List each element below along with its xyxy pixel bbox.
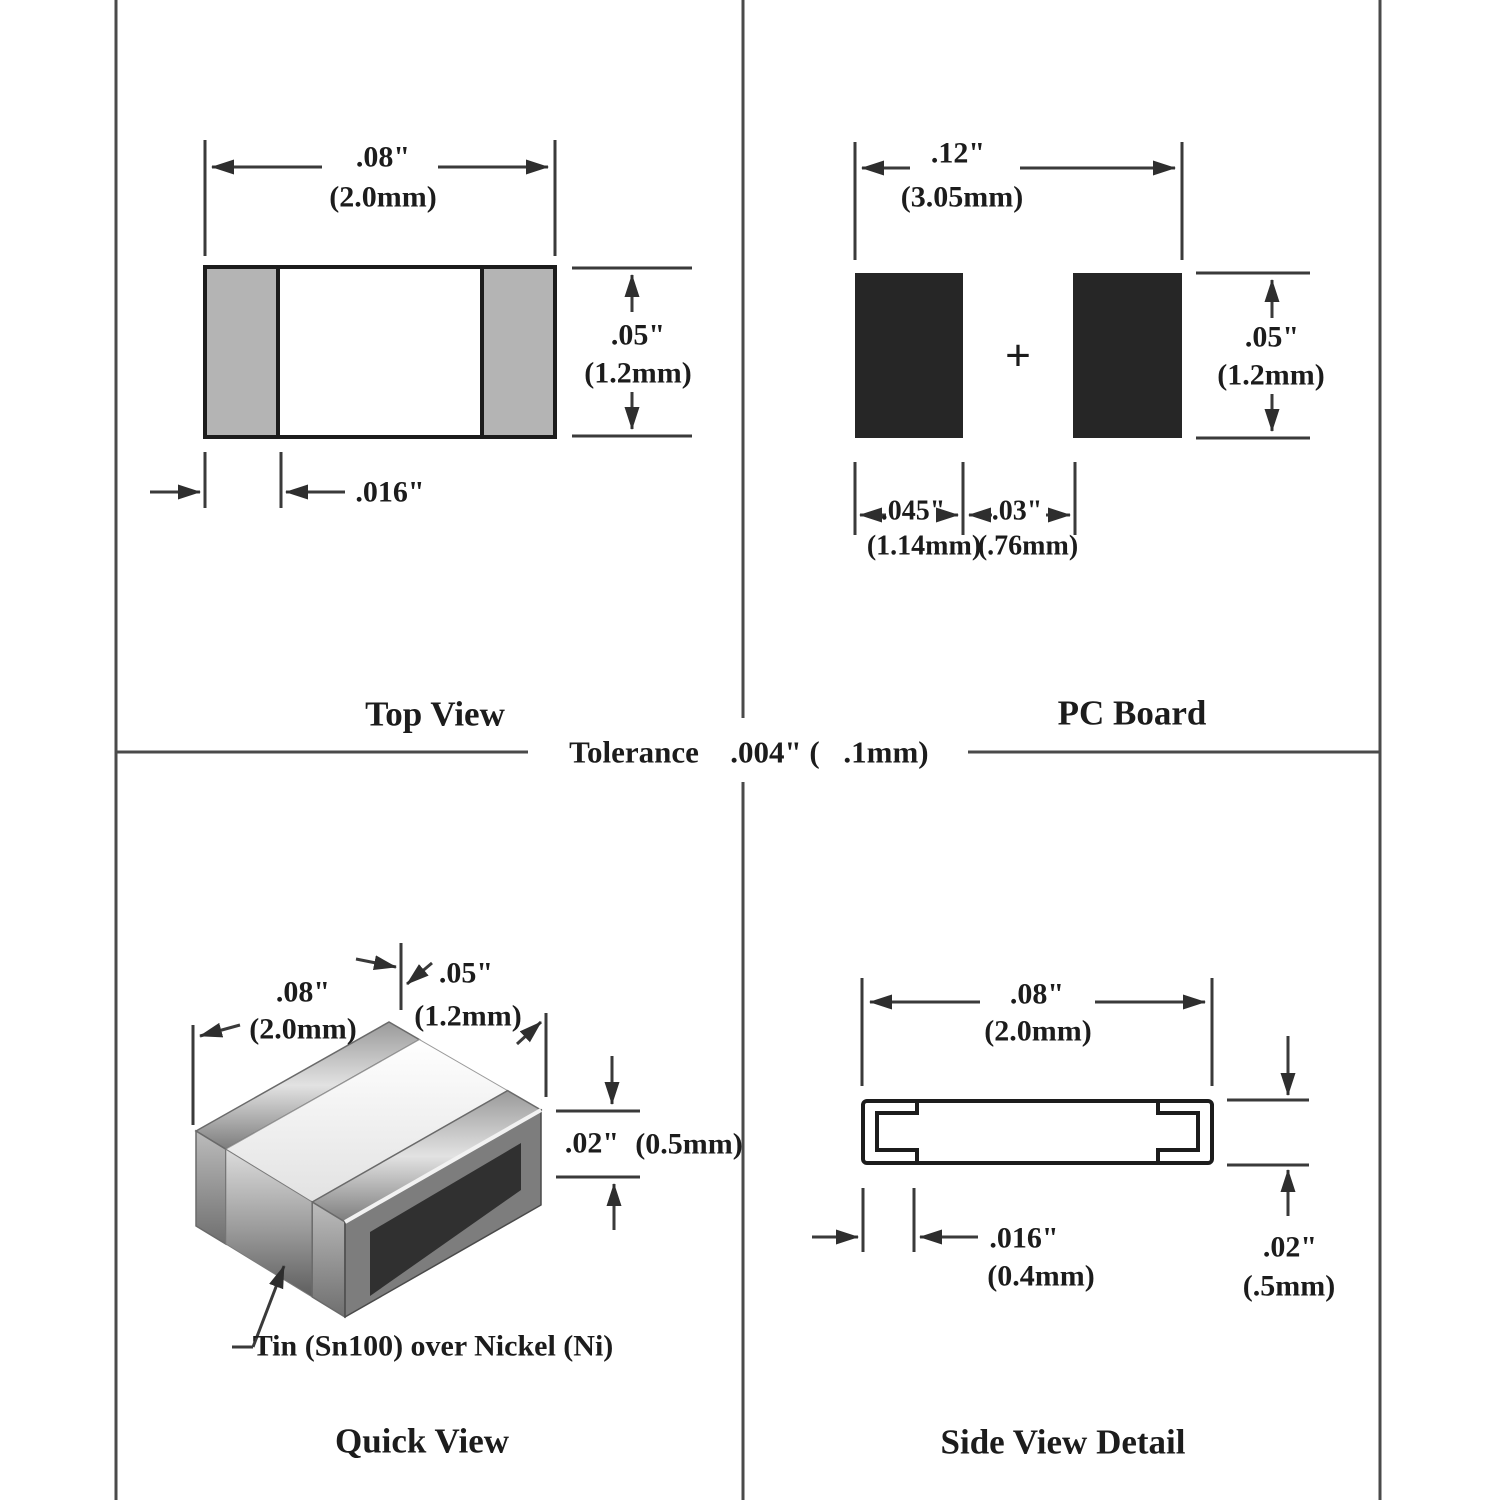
top-view-terminal-inches: .016" [355, 475, 425, 509]
side-view-terminal-mm: (0.4mm) [987, 1259, 1095, 1293]
tolerance-mm: .1mm) [843, 734, 929, 770]
dimension-arrow [356, 959, 396, 967]
pc-board-pad-mm: (1.14mm) [866, 530, 982, 562]
top-view-width-mm: (2.0mm) [329, 180, 437, 214]
top-view-right-terminal [482, 267, 555, 437]
side-view-height-mm: (.5mm) [1242, 1269, 1336, 1303]
side-view-quadrant [812, 978, 1335, 1462]
chip-side-terminal-right [312, 1202, 345, 1317]
quick-view-title: Quick View [334, 1421, 510, 1461]
quick-view-height-mm: (0.5mm) [635, 1127, 743, 1161]
side-view-title: Side View Detail [940, 1422, 1186, 1462]
quick-view-width-mm: (1.2mm) [414, 999, 522, 1033]
quick-view-height-inches: .02" [564, 1126, 620, 1160]
side-view-width-mm: (2.0mm) [984, 1014, 1092, 1048]
dimension-arrow [407, 963, 432, 984]
top-view-quadrant [150, 140, 692, 734]
pc-board-center-mark: + [1004, 329, 1032, 381]
pc-board-quadrant [855, 137, 1325, 733]
quick-view-width-inches: .05" [438, 956, 494, 990]
chip-side-terminal-left [196, 1131, 226, 1244]
tolerance-label: Tolerance [569, 734, 699, 770]
side-view-terminal-inches: .016" [989, 1221, 1059, 1255]
pc-board-gap-mm: (.76mm) [977, 530, 1079, 562]
pc-board-span-inches: .12" [930, 136, 986, 170]
top-view-height-inches: .05" [610, 318, 666, 352]
pc-board-gap-inches: .03" [991, 495, 1043, 527]
quick-view-length-inches: .08" [275, 975, 331, 1009]
pc-board-left-pad [855, 273, 963, 438]
top-view-left-terminal [205, 267, 278, 437]
pc-board-height-inches: .05" [1244, 320, 1300, 354]
quick-view-plating-note: Tin (Sn100) over Nickel (Ni) [252, 1329, 614, 1363]
top-view-title: Top View [365, 694, 505, 734]
pc-board-pad-inches: .045" [880, 495, 946, 527]
pc-board-right-pad [1073, 273, 1182, 438]
side-view-width-inches: .08" [1009, 977, 1065, 1011]
pc-board-title: PC Board [1057, 693, 1207, 733]
tolerance-inches: .004" ( [730, 734, 820, 770]
dimension-arrow [200, 1025, 240, 1036]
pc-board-height-mm: (1.2mm) [1217, 358, 1325, 392]
quick-view-quadrant [193, 943, 743, 1461]
side-view-height-inches: .02" [1262, 1230, 1318, 1264]
top-view-height-mm: (1.2mm) [584, 356, 692, 390]
top-view-width-inches: .08" [355, 140, 411, 174]
pc-board-span-mm: (3.05mm) [900, 180, 1024, 214]
quick-view-length-mm: (2.0mm) [249, 1012, 357, 1046]
